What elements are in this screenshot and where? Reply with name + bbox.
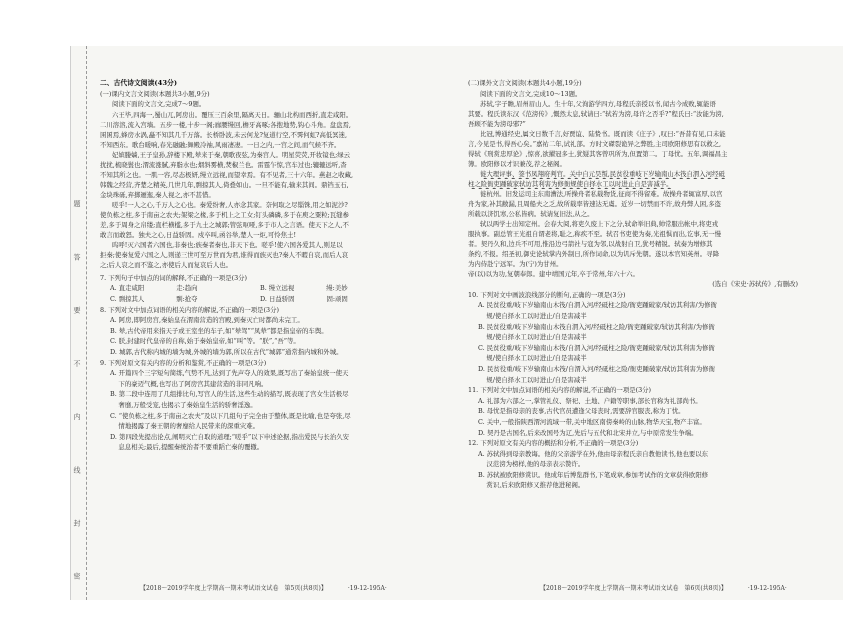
passage-line: 不知西东。歌台暖响,春光融融;舞殿冷袖,风雨凄凄。一日之内,一宫之间,而气候不齐。: [100, 140, 341, 149]
page-footer-left: 【2018～2019学年度上学期高一期末考试语文试卷 第5页(共8页)】 ·19-12-195A·: [140, 585, 387, 592]
passage-line: 所载以济饥寒,公私皆病。轼请复旧法,从之。: [468, 210, 594, 219]
passage-line: 帝(以)以为功,复朝奉郎。建中靖国元年,卒于常州,年六十六。: [468, 270, 639, 279]
subsection-title: (二)课外文言文阅读(本题共4小题,19分): [468, 79, 582, 87]
option: B. 第二段中连用了几组排比句,写宫人的生活,这些生动的描写,既表现了宫女生活极尽: [110, 390, 349, 399]
passage-line: 之;后人哀之而不鉴之,亦使后人而复哀后人也。: [100, 260, 232, 269]
passage-line: 使负栋之柱,多于南亩之农夫;架梁之椽,多于机上之工女;钉头磷磷,多于在庾之粟粒;瓦缝参: [100, 210, 350, 219]
passage-left: [100, 110, 440, 270]
question-7-options: [100, 283, 440, 304]
passage-line: 六王毕,四海一,蜀山兀,阿房出。覆压三百余里,隔离天日。骊山北构而西折,直走咸阳。: [112, 110, 353, 119]
passage-line: 韩魏之经营,齐楚之精英,几世几年,剽掠其人,倚叠如山。一旦不能有,输来其间。鼎铛玉石,: [100, 180, 349, 189]
passage-line: 嗟乎!一人之心,千万人之心也。秦爱纷奢,人亦念其家。奈何取之尽锱铢,用之如泥沙?: [112, 200, 348, 209]
passage-right: [468, 99, 814, 279]
option-continued: 情地揭露了秦王朝的奢靡给人民带来的深重灾难。: [110, 422, 260, 431]
subsection-title: (一)课内文言文阅读(本题共3小题,9分): [100, 89, 210, 98]
option: C. 关中,一般指陕西渭河流域一带,关中地区南傍秦岭的山脉,物华天宝,物产丰富。: [478, 417, 706, 426]
passage-line: 金块珠砾,弃掷逦迤,秦人视之,亦不甚惜。: [100, 190, 215, 199]
passage-source: (选自《宋史·苏轼传》,有删改): [712, 280, 798, 289]
passage-line: 妃嫔媵嫱,王子皇孙,辞楼下殿,辇来于秦,朝歌夜弦,为秦宫人。明星荧荧,开妆镜也;绿云: [112, 150, 351, 159]
option-continued: 规/使自择水工以时进止/自是害减半: [478, 354, 587, 363]
option: D. 城郭,古代称内城的墙为城,外城的墙为郭,所以在古代“城郭”通常指内城和外城。: [110, 347, 343, 356]
passage-line: 为内侍赴宁远军。为(宁)为甘州。: [468, 260, 563, 269]
passage-line: 扰扰,梳晓鬟也;渭流涨腻,弃脂水也;烟斜雾横,焚椒兰也。雷霆乍惊,宫车过也;辘辘远听,杳: [100, 160, 347, 169]
option: B. 辇,古代帝用来指天子或王室坐的车子,如“辇驾”“凤辇”都是指皇帝的车舆。: [110, 326, 328, 335]
option-continued: 规/使自择水工以时进止/自是害减半: [478, 333, 587, 342]
passage-line: 敢言而敢怒。独夫之心,日益骄固。戍卒叫,函谷举,楚人一炬,可怜焦土!: [100, 230, 297, 239]
question-9-stem: 9. 下列对原文有关内容的分析和鉴赏,不正确的一项是(3分): [100, 358, 267, 367]
option: A. 直走咸阳 走:趋向: [110, 284, 198, 293]
option: D. 民贫役重/岐下岁输南山木筏/自渭入河/经砥柱之险/衙吏踵破家/轼访其利害为修衙: [478, 364, 716, 373]
passage-line: 其要。程氏读东汉《范滂传》,慨然太息,轼请曰:“轼若为滂,母许之否乎?”程氏曰:“汝能为滂,: [468, 110, 724, 119]
instructions: 阅读下面的文言文,完成10～13题。: [480, 89, 582, 98]
page-footer-right: 【2018～2019学年度上学期高一期末考试语文试卷 第6页(共8页)】 ·19-12-195A·: [540, 585, 787, 592]
option: B. 缦立远视 缦:美妙: [260, 284, 348, 293]
option: C. 剽掠其人 剽:抢夺: [110, 294, 198, 303]
passage-line: 拒秦;使秦复爱六国之人,则递三世可至万世而为君,谁得而族灭也?秦人不暇自哀,而后人哀: [100, 250, 349, 259]
passage-line-wavy: 柱之险衙吏踵破家轼访其利害为修衙规使自择水工以时进止自是害减半。: [468, 180, 673, 189]
option: A. 民贫役重/岐下岁输南山木筏/自渭入河/经砥柱之险/衙吏踵破家/轼访其利害/为修衙: [478, 301, 717, 310]
passage-line: 者。契丹久和,边兵不可用,惟沿边弓箭社与寇为邻,以战射自卫,犹号精锐。轼奏为增修其: [468, 240, 713, 249]
passage-line: 呜呼!灭六国者六国也,非秦也;族秦者秦也,非天下也。嗟乎!使六国各爱其人,则足以: [112, 240, 343, 249]
passage-line: 苏轼,字子瞻,眉州眉山人。生十年,父洵游学四方,母程氏亲授以书,闻古今成败,辄能语: [480, 100, 716, 109]
section-title: 二、古代诗文阅读(43分): [100, 79, 178, 87]
passage-line: 言,今见是书,得吾心矣。”嘉祐二年,试礼部。方时文磔裂诡异之弊胜,主司欧阳修思有以救之,: [468, 140, 722, 149]
passage-line: 轼以两学士出知定州。会春大阅,将吏久废上下之分,轼命举旧典,帅常服出帐中,将吏戎: [480, 220, 719, 229]
question-11-stem: 11. 下列对文中加点词语的相关内容的解说,不正确的一项是(3分): [468, 386, 652, 395]
passage-line: 得轼《刑赏忠厚论》,惊喜,欲擢冠多士,犹疑其客曾巩所为,但置第二。丁母忧。五年,调福昌主: [468, 150, 728, 159]
passage-line: 服执事。副总管王光祖自谓老将,耻之,称疾不至。轼召书吏使为奏,光祖惧而出,讫事,无一慢: [468, 230, 721, 239]
option: A. 礼部为六部之一,掌管礼仪、祭祀、土地、户籍等职事,部长官称为礼部尚书。: [478, 396, 702, 405]
option: A. 苏轼得到母亲教诲。他的父亲游学在外,他由母亲程氏亲自教他读书,他也要以东: [478, 449, 709, 458]
passage-line: 二川溶溶,流入宫墙。五步一楼,十步一阁;廊腰缦回,檐牙高啄;各抱地势,钩心斗角。盘盘焉,: [100, 120, 351, 129]
option-continued: 赏识,后来欧阳修又推荐他进秘阁。: [478, 481, 585, 490]
option-continued: 规/使自择水工以时进止/自是害减半: [478, 375, 587, 384]
passage-line: 囷囷焉,蜂房水涡,矗不知其几千万落。长桥卧波,未云何龙?复道行空,不霁何虹?高低冥迷,: [100, 130, 348, 139]
passage-line: 差,多于周身之帛缕;直栏横槛,多于九土之城郭;管弦呕哑,多于市人之言语。使天下之人,不: [100, 220, 349, 229]
passage-line-wavy: 徙大理评事、签书凤翔府判官。关中自元昊叛,民贫役重岐下岁输南山木筏自渭入河经砥: [480, 170, 725, 179]
passage-line: 徙杭州。旧发运司主东南漕法,听操舟者私载物货,征商不得留难。故操舟者辄富厚,以官: [480, 190, 723, 199]
option: B. 民贫役重/岐下岁输南山木筏自渭入河/经砥柱之险/衙吏踵破家/轼访其利害/为修衙: [478, 322, 715, 331]
passage-line: 吾顾不能为滂母邪?”: [468, 120, 526, 129]
option-continued: 奢靡,万般受宠,也揭示了秦始皇生活的骄奢淫逸。: [110, 400, 257, 409]
passage-line: 比冠,博通经史,属文日数千言,好贾谊、陆贽书。既而读《庄子》,叹曰:“吾昔有见,口未能: [480, 130, 726, 139]
option: D. 契丹是古国名,后来改国号为辽,先后与五代和北宋并立,与中原常发生争端。: [478, 428, 698, 437]
question-12-stem: 12. 下列对原文有关内容的概括和分析,不正确的一项是(3分): [468, 439, 639, 448]
passage-line: 不知其所之也。一肌一容,尽态极妍,缦立远视,而望幸焉。有不见者,三十六年。燕赵之收藏,: [100, 170, 353, 179]
option: A. 阿房,即阿房宫,秦始皇在渭南营造的宫殿,到秦灭亡时都尚未完工。: [110, 316, 304, 325]
passage-line: 簿。欧阳修以才识兼茂,荐之秘阁。: [468, 160, 566, 169]
option: C. “使负栋之柱,多于南亩之农夫”及以下几组句子完全由于整体,既是比喻,也是夸张,尽: [110, 411, 351, 420]
option: C. 民贫役重/岐下岁输南山木筏/自渭入河/经砥柱之险/衙吏踵破家/轼访其利害为修衙: [478, 343, 715, 352]
option: B. 苏轼被欧阳修赏识。他成年后博览群书,下笔成章,参加考试作的文章获得欧阳修: [478, 470, 709, 479]
option: C. 朕,封建时代皇帝的自称,始于秦始皇帝,如“叫”等。“朕”,“吾”等。: [110, 337, 300, 346]
option-continued: 规/使自择水工以时进止/自是害减半: [478, 311, 587, 320]
right-page: [468, 78, 814, 491]
left-page: [100, 78, 440, 453]
instructions: 阅读下面的文言文,完成7～9题。: [112, 100, 206, 109]
option: D. 日益骄固 固:顽固: [260, 294, 348, 303]
option: B. 母忧是指母亲的丧事,古代官员遭逢父母丧时,需要辞官服丧,称为丁忧。: [478, 407, 685, 416]
passage-line: 条约,不报。绍圣初,御史论轼掌内外制日,所作词命,以为讥斥先朝。遂以本官知英州。寻降: [468, 250, 719, 259]
question-10-stem: 10. 下列对文中画波浪线部分的断句,正确的一项是(3分): [468, 290, 626, 299]
option-continued: 汉范滂为榜样,他的母亲表示赞许。: [478, 460, 585, 469]
binding-margin-text: 题 答 要 不 内 线 封 密: [73, 200, 81, 602]
passage-line: 舟为家,补其敝漏,且周船夫之乏,故所载率皆速达无虞。近岁一切禁而不许,故舟弊人困,多盗: [468, 200, 721, 209]
option: D. 第四段先提出论点,阐明灭亡自取的道理;“嗟乎”以下申述论据,指出爱民与长治久安: [110, 432, 349, 441]
option-continued: 息息相关;最后,提醒秦统治者不要重蹈亡秦的覆辙。: [110, 443, 264, 452]
question-7-stem: 7. 下列句子中加点的词的解释,不正确的一项是(3分): [100, 273, 248, 282]
question-8-stem: 8. 下列对文中加点词语的相关内容的解说,不正确的一项是(3分): [100, 305, 279, 314]
option-continued: 下的豪迈气概,也写出了阿房宫其建营造的非同凡响。: [110, 379, 268, 388]
option: A. 开篇四个三字短句简练,气势不凡,达到了先声夺人的效果,既写出了秦始皇统一使天: [110, 369, 349, 378]
